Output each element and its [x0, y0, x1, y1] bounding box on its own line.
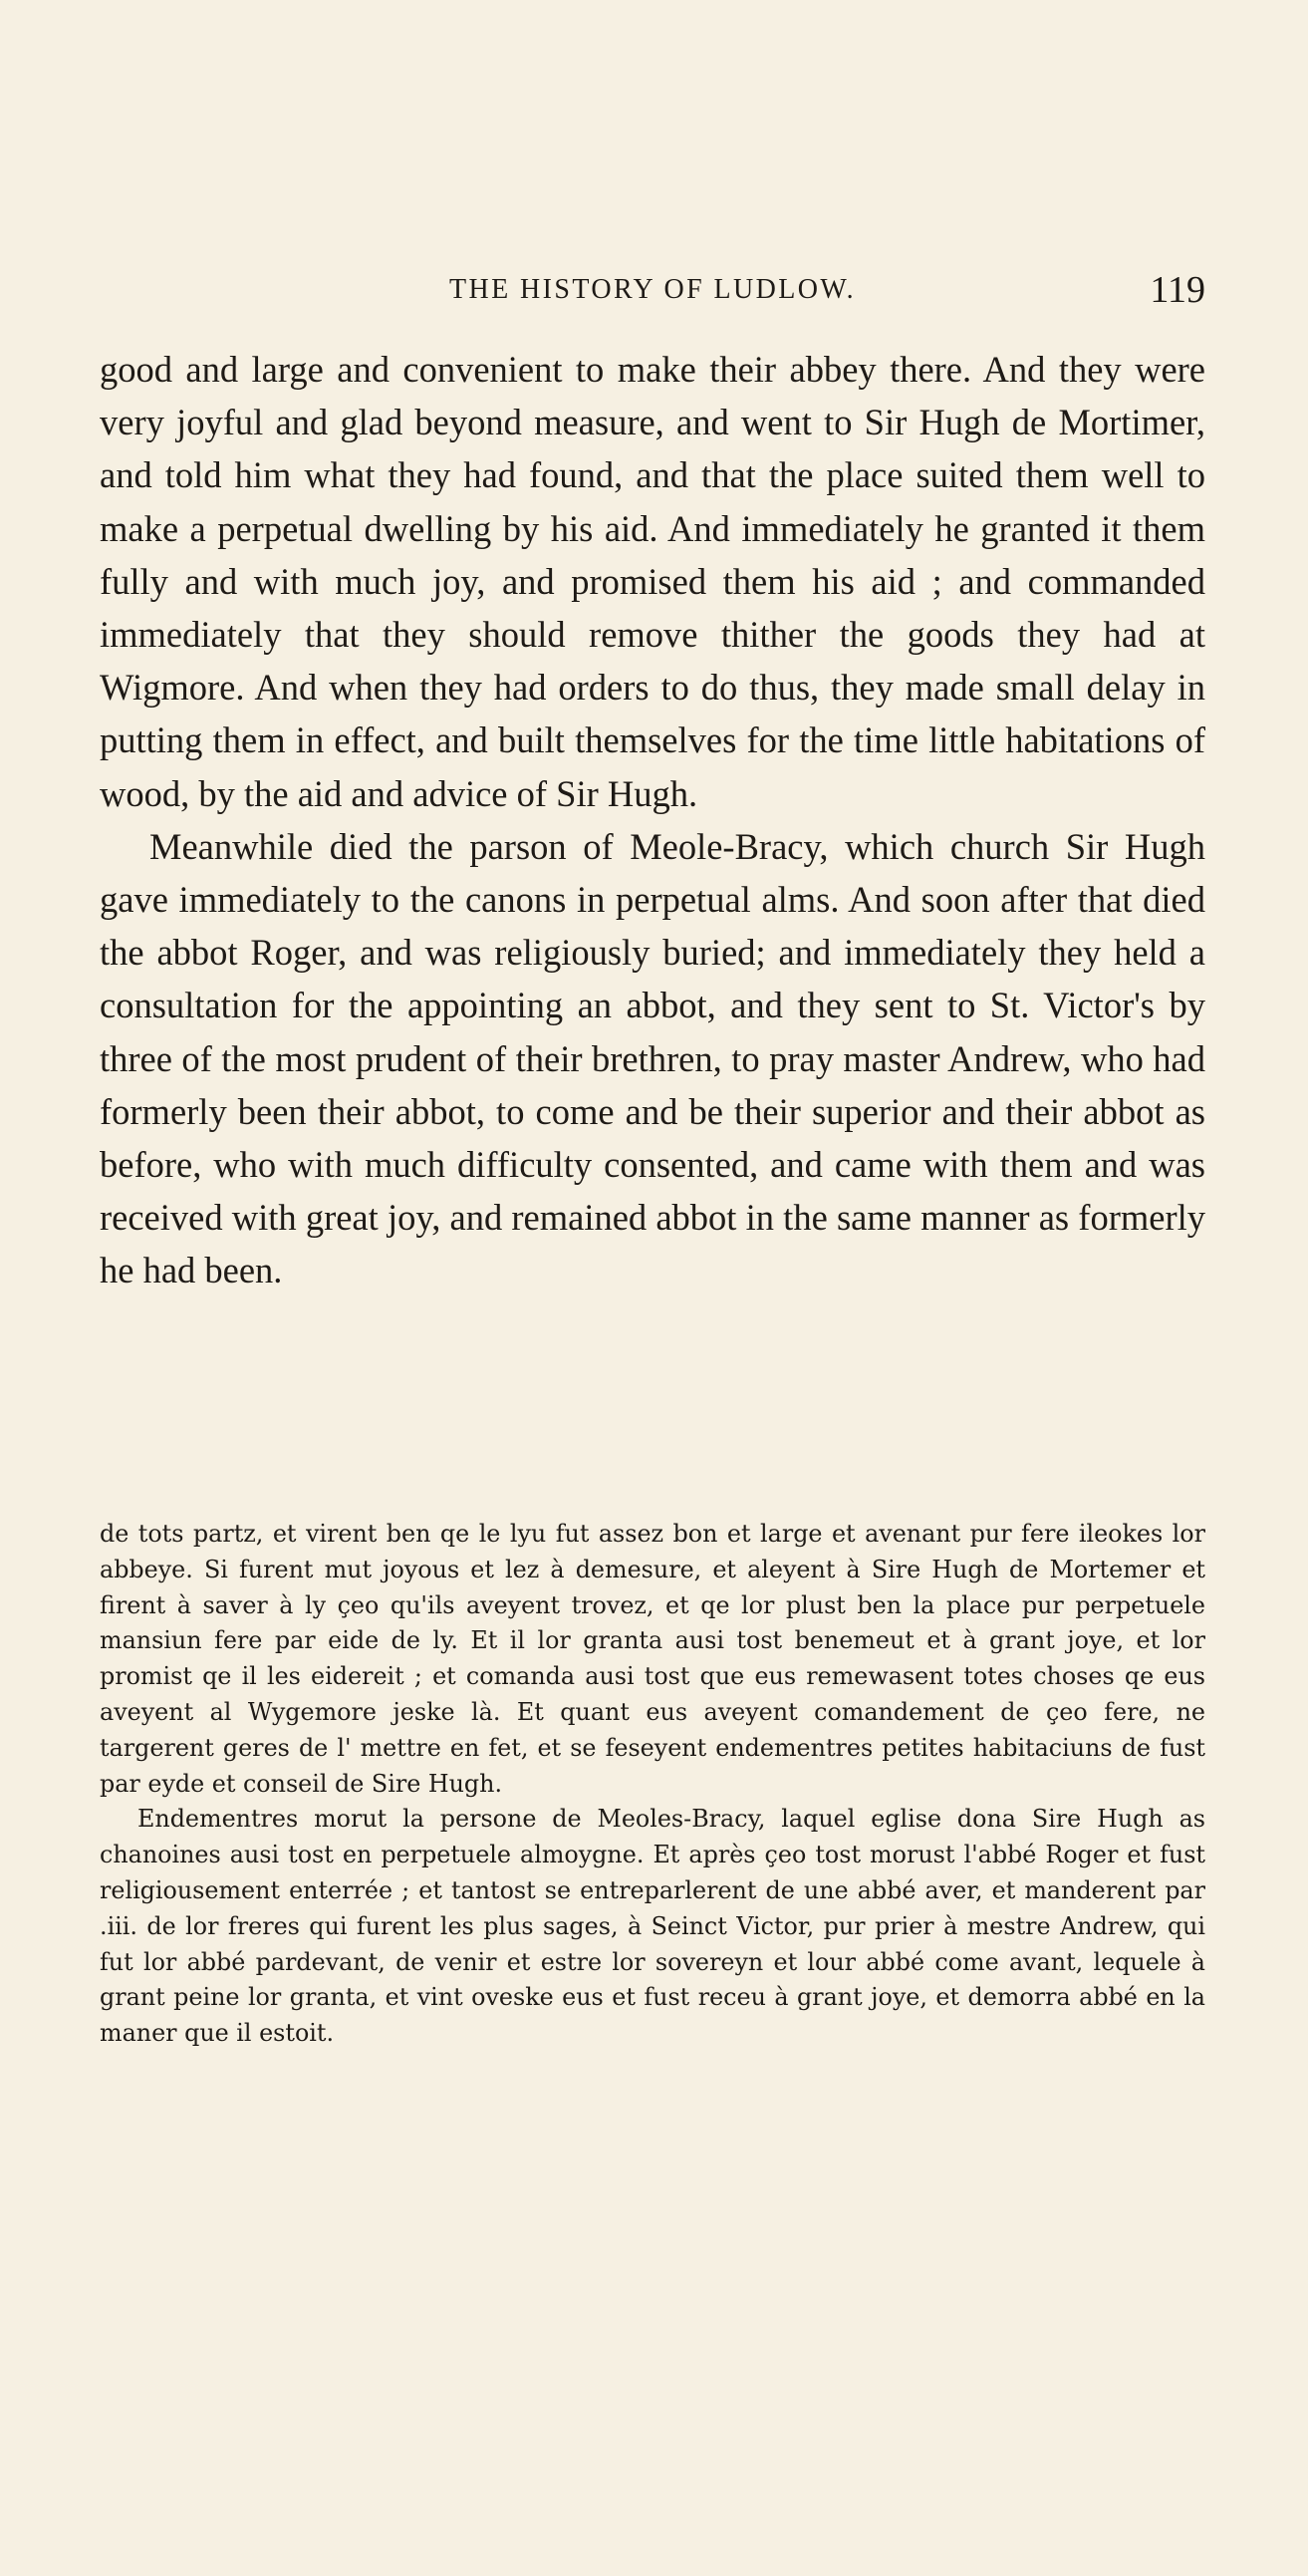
french-paragraph-1: de tots partz, et virent ben qe le lyu fut assez bon et large et avenant pur fere ileokes lor abbeye. Si furent mut joyous et lez à demesure, et aleyent à Sire Hugh de Mortemer et firent à saver à ly çeo qu'ils aveyent trovez, et qe lor plust ben la place pur perpetuele mansiun fere par eide de ly. Et il lor granta ausi tost benemeut et à grant joye, et lor promist qe il les eidereit ; et comanda ausi tost que eus remewasent totes choses qe eus aveyent al Wygemore jeske là. Et quant eus aveyent comandement de çeo fere, ne targerent geres de l' mettre en fet, et se feseyent endementres petites habitaciuns de fust par eyde et conseil de Sire Hugh. — [100, 1520, 1205, 1798]
english-translation — [100, 343, 1205, 1297]
page-number: 119 — [1150, 269, 1205, 311]
running-head — [100, 265, 1205, 315]
anglo-norman-original — [100, 1517, 1205, 2052]
french-paragraph-2: Endementres morut la persone de Meoles-Bracy, laquel eglise dona Sire Hugh as chanoines ausi tost en perpetuele almoygne. Et après çeo tost morust l'abbé Roger et fust religiousement enterrée ; et tantost se entreparlerent de une abbé aver, et manderent par .iii. de lor freres qui furent les plus sages, à Seinct Victor, pur prier à mestre Andrew, qui fut lor abbé pardevant, de venir et estre lor sovereyn et lour abbé come avant, lequele à grant peine lor granta, et vint oveske eus et fust receu à grant joye, et demorra abbé en la maner que il estoit. — [100, 1805, 1205, 2048]
running-title: THE HISTORY OF LUDLOW. — [449, 274, 856, 305]
english-paragraph-1: good and large and convenient to make their abbey there. And they were very joyful and glad beyond measure, and went to Sir Hugh de Mortimer, and told him what they had found, and that the place suited them well to make a perpetual dwelling by his aid. And immediately he granted it them fully and with much joy, and promised them his aid ; and commanded immediately that they should remove thither the goods they had at Wigmore. And when they had orders to do thus, they made small delay in putting them in effect, and built themselves for the time little habitations of wood, by the aid and advice of Sir Hugh. — [100, 349, 1205, 814]
english-paragraph-2: Meanwhile died the parson of Meole-Bracy, which church Sir Hugh gave immediately to the canons in perpetual alms. And soon after that died the abbot Roger, and was religiously buried; and immediately they held a consultation for the appointing an abbot, and they sent to St. Victor's by three of the most prudent of their brethren, to pray master Andrew, who had formerly been their abbot, to come and be their superior and their abbot as before, who with much difficulty consented, and came with them and was received with great joy, and remained abbot in the same manner as formerly he had been. — [100, 825, 1205, 1291]
